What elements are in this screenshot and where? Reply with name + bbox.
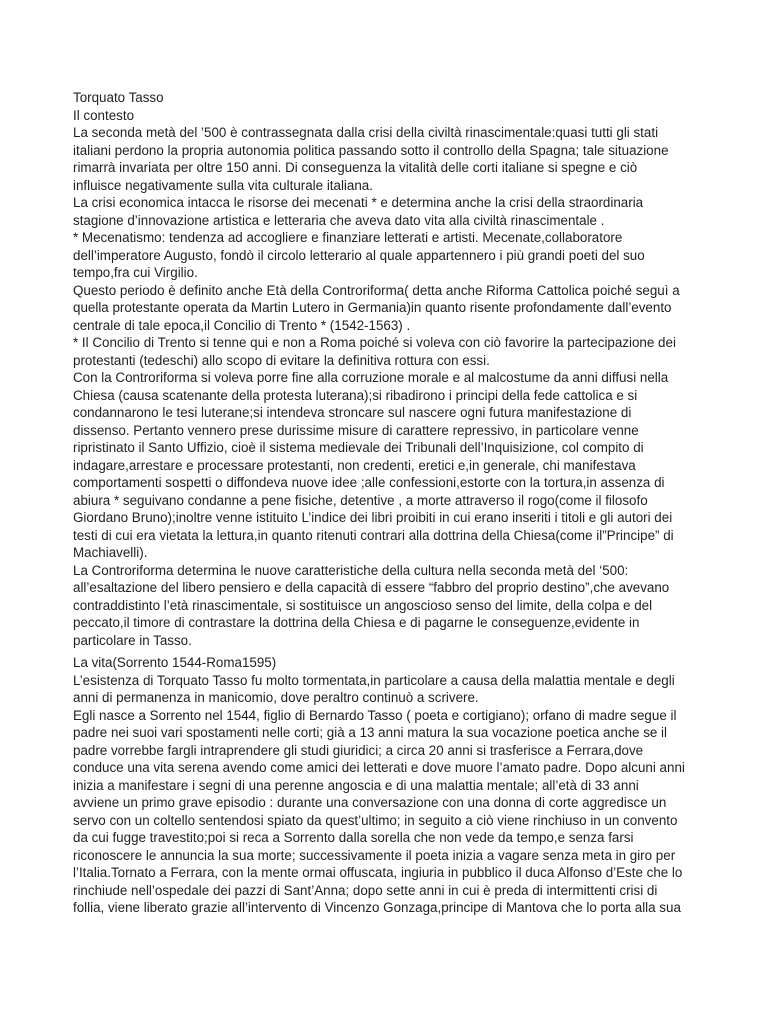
text-line: l’Italia.Tornato a Ferrara, con la mente ormai offuscata, ingiuria in pubblico il duca Alfonso d’Este che lo xyxy=(73,865,683,880)
text-line: conduce una vita serena avendo come amici dei letterati e dove muore l’amato padre. Dopo alcuni anni xyxy=(73,760,685,775)
text-line: italiani perdono la propria autonomia politica passando sotto il controllo della Spagna; tale situazione xyxy=(73,142,669,158)
paragraph-context-5 xyxy=(73,562,713,650)
paragraph-context-2 xyxy=(73,194,713,229)
text-line: testi di cui era vietata la lettura,in quanto ritenuti contrari alla dottrina della Chiesa(come il”Principe” di xyxy=(73,527,674,543)
text-line: La Controriforma determina le nuove caratteristiche della cultura nella seconda metà del ‘500: xyxy=(73,562,629,578)
text-line: follia, viene liberato grazie all’intervento di Vincenzo Gonzaga,principe di Mantova che lo porta alla sua xyxy=(73,900,681,915)
text-line: comportamenti sospetti o diffondeva nuove idee ;alle confessioni,estorte con la tortura,in assenza di xyxy=(73,475,665,490)
text-line: stagione d’innovazione artistica e letteraria che aveva dato vita alla civiltà rinascimentale . xyxy=(73,212,605,228)
text-line: L’esistenza di Torquato Tasso fu molto tormentata,in particolare a causa della malattia mentale e degli xyxy=(73,672,675,688)
text-line: ripristinato il Santo Uffizio, cioè il sistema medievale dei Tribunali dell’Inquisizione, col compito di xyxy=(73,440,644,455)
paragraph-life-2 xyxy=(73,707,713,917)
text-line: Giordano Bruno);inoltre venne istituito L’indice dei libri proibiti in cui erano inseriti i titoli e gli autori dei xyxy=(73,510,673,525)
text-line: Chiesa (causa scatenante della protesta luterana);si ribadirono i principi della fede cattolica e si xyxy=(73,387,638,403)
text-line: influisce negativamente sulla vita culturale italiana. xyxy=(73,177,373,193)
footnote-concilio xyxy=(73,334,713,369)
text-line: Egli nasce a Sorrento nel 1544, figlio di Bernardo Tasso ( poeta e cortigiano); orfano di madre segue il xyxy=(73,707,677,723)
section-heading-life: La vita(Sorrento 1544-Roma1595) xyxy=(73,655,277,670)
paragraph-context-4 xyxy=(73,369,713,562)
text-line: da cui fugge travestito;poi si reca a Sorrento dalla sorella che non vede da tempo,e senza farsi xyxy=(73,830,634,845)
document-title: Torquato Tasso xyxy=(73,90,164,105)
text-line: peccato,il timore di contrastare la dottrina della Chiesa e di pagarne le conseguenze,evidente in xyxy=(73,615,640,630)
text-line: * Il Concilio di Trento si tenne qui e non a Roma poiché si voleva con ciò favorire la partecipazione dei xyxy=(73,335,676,350)
text-line: riconoscere le annuncia la sua morte; successivamente il poeta inizia a vagare senza meta in giro per xyxy=(73,847,676,863)
text-line: padre nei suoi vari spostamenti nelle corti; già a 13 anni matura la sua vocazione poetica anche se il xyxy=(73,725,668,740)
text-line: indagare,arrestare e processare protestanti, non credenti, eretici e,in generale, chi manifestava xyxy=(73,457,636,473)
document-page xyxy=(73,89,713,917)
text-line: dell’imperatore Augusto, fondò il circolo letterario al quale appartennero i più grandi poeti del suo xyxy=(73,247,645,263)
text-line: all’esaltazione del libero pensiero e della capacità di essere “fabbro del proprio destino”,che avevano xyxy=(73,580,670,595)
text-line: padre vorrebbe fargli intraprendere gli studi giuridici; a circa 20 anni si trasferisce a Ferrara,dove xyxy=(73,742,644,758)
text-line: tempo,fra cui Virgilio. xyxy=(73,265,198,280)
text-line: dissenso. Pertanto vennero prese durissime misure di carattere repressivo, in particolare venne xyxy=(73,422,639,438)
paragraph-context-1 xyxy=(73,124,713,194)
text-line: Machiavelli). xyxy=(73,545,148,560)
paragraph-life-1 xyxy=(73,672,713,707)
text-line: centrale di tale epoca,il Concilio di Trento * (1542-1563) . xyxy=(73,317,411,333)
text-line: * Mecenatismo: tendenza ad accogliere e finanziare letterati e artisti. Mecenate,collaboratore xyxy=(73,230,623,245)
text-line: particolare in Tasso. xyxy=(73,632,192,648)
text-line: Questo periodo è definito anche Età della Controriforma( detta anche Riforma Cattolica poiché seguì a xyxy=(73,282,680,298)
text-line: La seconda metà del ’500 è contrassegnata dalla crisi della civiltà rinascimentale:quasi tutti gli stati xyxy=(73,125,659,140)
text-line: protestanti (tedeschi) allo scopo di evitare la definitiva rottura con essi. xyxy=(73,352,490,368)
text-line: rimarrà invariata per oltre 150 anni. Di conseguenza la vitalità delle corti italiane si spegne e ciò xyxy=(73,160,638,175)
text-line: servo con un coltello sentendosi spiato da quest’ultimo; in seguito a ciò viene rinchiuso in un convento xyxy=(73,812,678,828)
section-heading-context: Il contesto xyxy=(73,107,135,123)
paragraph-context-3 xyxy=(73,282,713,335)
text-line: quella protestante operata da Martin Lutero in Germania)in quanto risente profondamente dall’evento xyxy=(73,300,672,315)
text-line: rinchiude nell’ospedale dei pazzi di Sant’Anna; dopo sette anni in cui è preda di intermittenti crisi di xyxy=(73,882,658,898)
text-line: abiura * seguivano condanne a pene fisiche, detentive , a morte attraverso il rogo(come il filosofo xyxy=(73,492,648,508)
text-line: anni di permanenza in manicomio, dove peraltro continuò a scrivere. xyxy=(73,690,479,705)
footnote-mecenatismo xyxy=(73,229,713,282)
text-line: contraddistinto l’età rinascimentale, si sostituisce un angoscioso senso del limite, della colpa e del xyxy=(73,597,653,613)
text-line: inizia a manifestare i segni di una perenne angoscia e di una malattia mentale; all’età di 33 anni xyxy=(73,777,639,793)
text-line: La crisi economica intacca le risorse dei mecenati * e determina anche la crisi della straordinaria xyxy=(73,195,644,210)
text-line: avviene un primo grave episodio : durante una conversazione con una donna di corte aggredisce un xyxy=(73,795,667,810)
text-line: Con la Controriforma si voleva porre fine alla corruzione morale e al malcostume da anni diffusi nella xyxy=(73,370,669,385)
text-line: condannarono le tesi luterane;si intendeva stroncare sul nascere ogni futura manifestazione di xyxy=(73,405,632,420)
